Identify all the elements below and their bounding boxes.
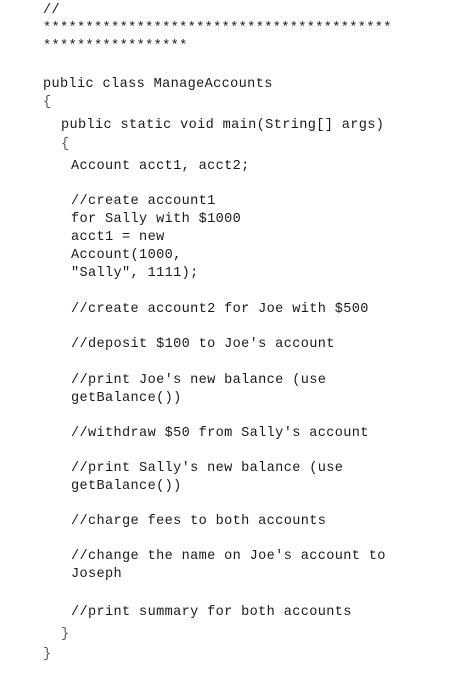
comment-change-name-cont: Joseph <box>71 567 123 582</box>
acct1-constructor: Account(1000, <box>71 248 182 263</box>
class-declaration: public class ManageAccounts <box>43 77 273 92</box>
comment-charge-fees: //charge fees to both accounts <box>71 514 327 529</box>
header-stars-line-2: ***************** <box>43 39 188 54</box>
class-close-brace: } <box>43 647 52 662</box>
acct1-constructor-args: "Sally", 1111); <box>71 266 199 281</box>
main-method-declaration: public static void main(String[] args) <box>61 118 385 133</box>
comment-create-account1: //create account1 <box>71 194 216 209</box>
comment-create-account2: //create account2 for Joe with $500 <box>71 302 369 317</box>
header-comment: // <box>43 3 61 18</box>
comment-create-account1-cont: for Sally with $1000 <box>71 212 242 227</box>
main-open-brace: { <box>61 137 70 152</box>
header-stars-line-1: ***************************************** <box>43 21 392 36</box>
class-open-brace: { <box>43 95 52 110</box>
comment-print-sally-balance-cont: getBalance()) <box>71 479 182 494</box>
main-close-brace: } <box>61 627 70 642</box>
comment-print-joe-balance: //print Joe's new balance (use <box>71 373 327 388</box>
comment-deposit: //deposit $100 to Joe's account <box>71 337 335 352</box>
comment-change-name: //change the name on Joe's account to <box>71 549 386 564</box>
comment-print-joe-balance-cont: getBalance()) <box>71 391 182 406</box>
comment-withdraw: //withdraw $50 from Sally's account <box>71 426 369 441</box>
variable-declaration: Account acct1, acct2; <box>71 159 250 174</box>
acct1-assignment: acct1 = new <box>71 230 165 245</box>
comment-print-sally-balance: //print Sally's new balance (use <box>71 461 344 476</box>
comment-print-summary: //print summary for both accounts <box>71 605 352 620</box>
